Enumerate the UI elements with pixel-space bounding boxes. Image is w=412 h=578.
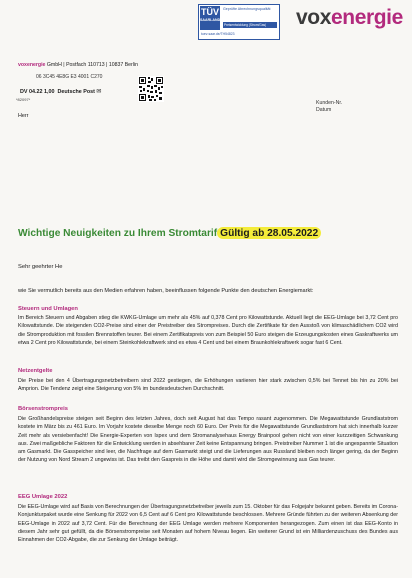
section-body-boersenstrompreis: Die Großhandelspreise steigen seit Beginn des letzten Jahres, doch seit August hat das Tempo rasant zugenommen. Die Megawattstunde Grundlaststrom kostete im März bis zu 461 Euro. Im Vorjahr kostete dieselbe Menge noch 60 Euro. Der Preis für die Megawattstunde Grundlaststrom hat sich innerhalb kurzer Zeit mehr als versiebenfacht! Die Energie-Experten von Ispex und dem Stromanalysehaus Energy Brainpool gehen nicht von einer kurzzeitigen Schwankung aus. Zwei maßgebliche Faktoren für die Entwicklung werden in absehbarer Zeit keine Entspannung bringen. Preistreiber Nummer 1 ist die angespannte Situation am Gasmarkt. Die Gasspeicher sind leer, die Nachfrage auf dem Gasmarkt steigt und die Lieferungen aus Russland bleiben noch länger gering, da der Beginn der Nutzung von Nord Stream 2 ungewiss ist. Das treibt den Gaspreis in die Höhe und damit wird die Stromgewinnung aus Gas teurer. bbox=[18, 416, 398, 464]
sender-brand: voxenergie bbox=[18, 62, 46, 68]
customer-info bbox=[316, 100, 342, 114]
tuv-mark bbox=[200, 6, 220, 30]
customer-number-label: Kunden-Nr. bbox=[316, 100, 343, 106]
tuv-url: tuev-saar.de/TH54823 bbox=[201, 32, 235, 36]
tuv-title: Geprüfte Abrechnungsqualität bbox=[223, 7, 271, 11]
tuv-region: SAARLAND bbox=[200, 18, 221, 22]
headline-text: Wichtige Neuigkeiten zu Ihrem Stromtarif bbox=[18, 228, 218, 239]
qr-code-icon bbox=[138, 76, 164, 102]
letter-greeting: Sehr geehrter He bbox=[18, 264, 63, 270]
page-title bbox=[18, 228, 321, 239]
logo-suffix: energie bbox=[331, 6, 403, 29]
section-title-boersenstrompreis: Börsenstrompreis bbox=[18, 406, 68, 412]
date-label: Datum bbox=[316, 107, 332, 113]
validity-highlight: Gültig ab 28.05.2022 bbox=[217, 227, 321, 239]
section-title-steuern: Steuern und Umlagen bbox=[18, 306, 78, 312]
sender-address: GmbH | Postfach 110713 | 10837 Berlin bbox=[45, 62, 138, 68]
post-horn-icon: ✉ bbox=[96, 89, 102, 95]
tuv-mark-text: TÜV bbox=[201, 7, 219, 17]
section-body-eeg-umlage: Die EEG-Umlage wird auf Basis von Berechnungen der Übertragungsnetzbetreiber jeweils zum 15. Oktober für das Folgejahr bekannt geben. Bereits im Corona-Konjunkturpaket wurde eine Senkung für 2022 von 6,5 Cent auf 6 Cent pro Kilowattstunde beschlossen. Mehrere Gründe führten zu der weiteren Absenkung der EEG-Umlage in 2022 auf 3,72 Cent. Für die Berechnung der EEG Umlage werden mehrere Komponenten herangezogen. Zum einen ist das EEG-Konto in diesem Jahr sehr gut gefüllt, da die Börsenstrompreise seit Monaten auf hohem Niveau liegen. Ein weiterer Grund ist ein Milliardenzuschuss des Bundes aus Einnahmen der CO2-Abgabe, die zur Senkung der Umlage beiträgt. bbox=[18, 504, 398, 544]
sender-line bbox=[18, 62, 138, 68]
section-body-steuern: Im Bereich Steuern und Abgaben stieg die KWKG-Umlage um mehr als 45% auf 0,378 Cent pro Kilowattstunde. Aktuell liegt die EEG-Umlage bei 3,72 Cent pro Kilowattstunde. Die steigenden CO2-Preise sind einer der Preistreiber des Strompreises. Durch die Zertifikate für den Ausstoß von klimaschädlichem CO2 wird die Stromproduktion mit fossilen Brennstoffen teurer. Bei einem Zertifikatspreis von zum Beispiel 50 Euro steigen die Erzeugungskosten eines Gaskraftwerks um etwa 2 Cent pro Kilowattstunde, bei einem Steinkohlekraftwerk sind es etwa 4 Cent und bei einem Braunkohlekraftwerk sogar fast 6 Cent. bbox=[18, 315, 398, 346]
recipient-salutation: Herr bbox=[18, 113, 29, 119]
postal-code-line: 06 3C45 4E8G E3 4001 C270 bbox=[36, 74, 103, 80]
mail-id: *82097* bbox=[16, 97, 31, 102]
tuv-seal bbox=[198, 4, 280, 40]
section-title-netzentgelte: Netzentgelte bbox=[18, 368, 53, 374]
tuv-subtitle: Preisentwicklung (Strom/Gas) bbox=[223, 22, 277, 28]
deutsche-post-label: Deutsche Post bbox=[57, 89, 95, 95]
postage-code: DV 04.22 1,00 bbox=[20, 89, 55, 95]
voxenergie-logo bbox=[296, 6, 403, 30]
postage-line bbox=[20, 88, 101, 95]
logo-prefix: vox bbox=[296, 6, 331, 29]
section-body-netzentgelte: Die Preise bei den 4 Übertragungsnetzbetreibern sind 2022 gestiegen, die Erhöhungen variieren hier stark zwischen 0,5% bei Tennet bis hin zu 20% bei Amprion. Die Tendenz zeigt eine Steigerung von 5% im bundesdeutschen Durchschnitt. bbox=[18, 378, 398, 393]
letter-intro: wie Sie vermutlich bereits aus den Medien erfahren haben, beeinflussen folgende Punkte den deutschen Energiemarkt: bbox=[18, 288, 314, 294]
section-title-eeg-umlage: EEG Umlage 2022 bbox=[18, 494, 68, 500]
